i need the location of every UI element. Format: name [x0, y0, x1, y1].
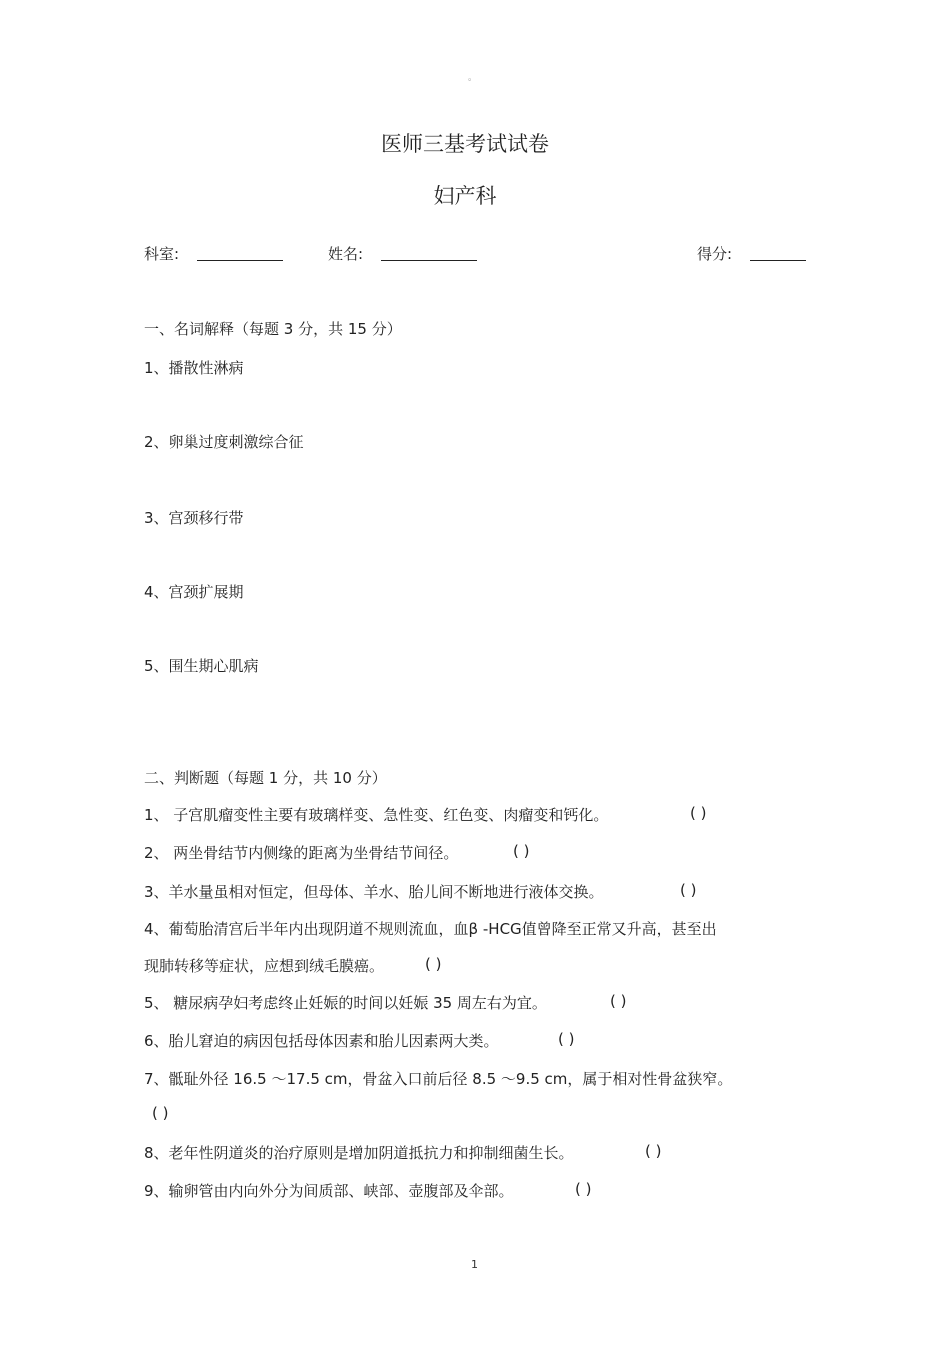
exam-title: 医师三基考试试卷	[381, 132, 549, 156]
answer-blank-5[interactable]: ( )	[610, 992, 627, 1010]
answer-blank-4[interactable]: ( )	[425, 955, 442, 973]
judge-item-3: 3、羊水量虽相对恒定，但母体、羊水、胎儿间不断地进行液体交换。	[144, 883, 604, 901]
judge-item-6: 6、胎儿窘迫的病因包括母体因素和胎儿因素两大类。	[144, 1032, 499, 1050]
score-label: 得分:	[697, 245, 733, 263]
name-blank[interactable]	[381, 260, 477, 261]
department-blank[interactable]	[197, 260, 283, 261]
answer-blank-6[interactable]: ( )	[558, 1030, 575, 1048]
answer-blank-3[interactable]: ( )	[680, 881, 697, 899]
judge-item-4-cont: 现肺转移等症状，应想到绒毛膜癌。	[144, 957, 385, 975]
judge-item-4: 4、葡萄胎清宫后半年内出现阴道不规则流血，血β -HCG值曾降至正常又升高，甚至出	[144, 920, 717, 938]
section-1-heading: 一、名词解释（每题 3 分，共 15 分）	[144, 320, 402, 338]
term-item-5: 5、围生期心肌病	[144, 657, 259, 675]
term-item-4: 4、宫颈扩展期	[144, 583, 244, 601]
answer-blank-9[interactable]: ( )	[575, 1180, 592, 1198]
section-2-heading: 二、判断题（每题 1 分，共 10 分）	[144, 769, 387, 787]
answer-blank-8[interactable]: ( )	[645, 1142, 662, 1160]
answer-blank-2[interactable]: ( )	[513, 842, 530, 860]
judge-item-7: 7、骶耻外径 16.5 ～17.5 cm，骨盆入口前后径 8.5 ～9.5 cm，属于相对性骨盆狭窄。	[144, 1070, 733, 1088]
header-dot: 。	[468, 73, 478, 83]
answer-blank-7[interactable]: ( )	[152, 1104, 169, 1122]
name-label: 姓名:	[328, 245, 364, 263]
term-item-2: 2、卵巢过度刺激综合征	[144, 433, 304, 451]
judge-item-9: 9、输卵管由内向外分为间质部、峡部、壶腹部及伞部。	[144, 1182, 514, 1200]
score-blank[interactable]	[750, 260, 806, 261]
exam-subtitle: 妇产科	[433, 184, 497, 208]
term-item-3: 3、宫颈移行带	[144, 509, 244, 527]
judge-item-2: 2、 两坐骨结节内侧缘的距离为坐骨结节间径。	[144, 844, 459, 862]
judge-item-8: 8、老年性阴道炎的治疗原则是增加阴道抵抗力和抑制细菌生长。	[144, 1144, 574, 1162]
judge-item-5: 5、 糖尿病孕妇考虑终止妊娠的时间以妊娠 35 周左右为宜。	[144, 994, 547, 1012]
page-number: 1	[471, 1258, 478, 1271]
department-label: 科室:	[144, 245, 180, 263]
answer-blank-1[interactable]: ( )	[690, 804, 707, 822]
term-item-1: 1、播散性淋病	[144, 359, 244, 377]
judge-item-1: 1、 子宫肌瘤变性主要有玻璃样变、急性变、红色变、肉瘤变和钙化。	[144, 806, 609, 824]
